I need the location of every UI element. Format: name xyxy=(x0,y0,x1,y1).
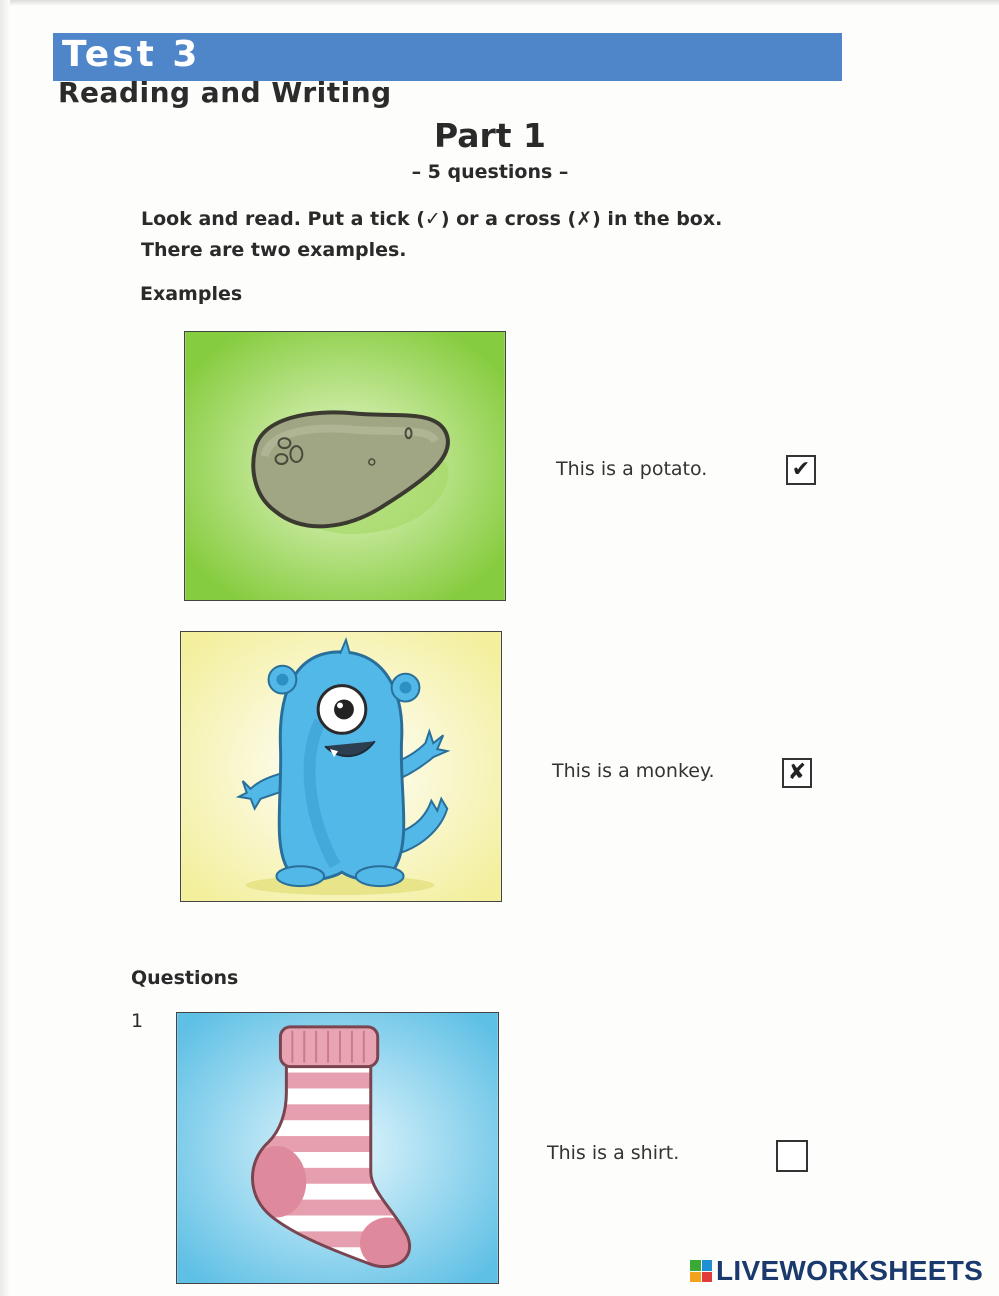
example-2-answer-box: ✘ xyxy=(782,758,812,788)
liveworksheets-watermark xyxy=(690,1257,983,1285)
monster-illustration xyxy=(181,632,501,901)
question-1-answer-box[interactable] xyxy=(776,1140,808,1172)
sock-illustration xyxy=(177,1013,498,1283)
potato-illustration xyxy=(185,332,505,600)
section-title: Reading and Writing xyxy=(58,76,392,109)
watermark-text: LIVEWORKSHEETS xyxy=(716,1255,984,1286)
question-1-number: 1 xyxy=(131,1010,144,1032)
example-1-sentence: This is a potato. xyxy=(556,458,708,480)
part-title: Part 1 xyxy=(433,116,547,155)
instructions xyxy=(141,204,722,266)
instruction-line-2: There are two examples. xyxy=(141,239,407,261)
questions-heading: Questions xyxy=(131,967,239,989)
question-1-sentence: This is a shirt. xyxy=(547,1142,680,1164)
examples-heading: Examples xyxy=(140,283,243,305)
part-subtitle: – 5 questions – xyxy=(411,161,569,183)
page-top-edge xyxy=(0,0,999,6)
sock-picture xyxy=(176,1012,499,1284)
test-title: Test 3 xyxy=(62,34,201,75)
instruction-line-1: Look and read. Put a tick (✓) or a cross (✗) in the box. xyxy=(141,208,723,230)
example-2-sentence: This is a monkey. xyxy=(552,760,715,782)
potato-picture xyxy=(184,331,506,601)
liveworksheets-logo-icon xyxy=(690,1260,712,1282)
example-1-answer-box: ✔ xyxy=(786,455,816,485)
page-left-edge xyxy=(0,0,10,1296)
monster-picture xyxy=(180,631,502,902)
